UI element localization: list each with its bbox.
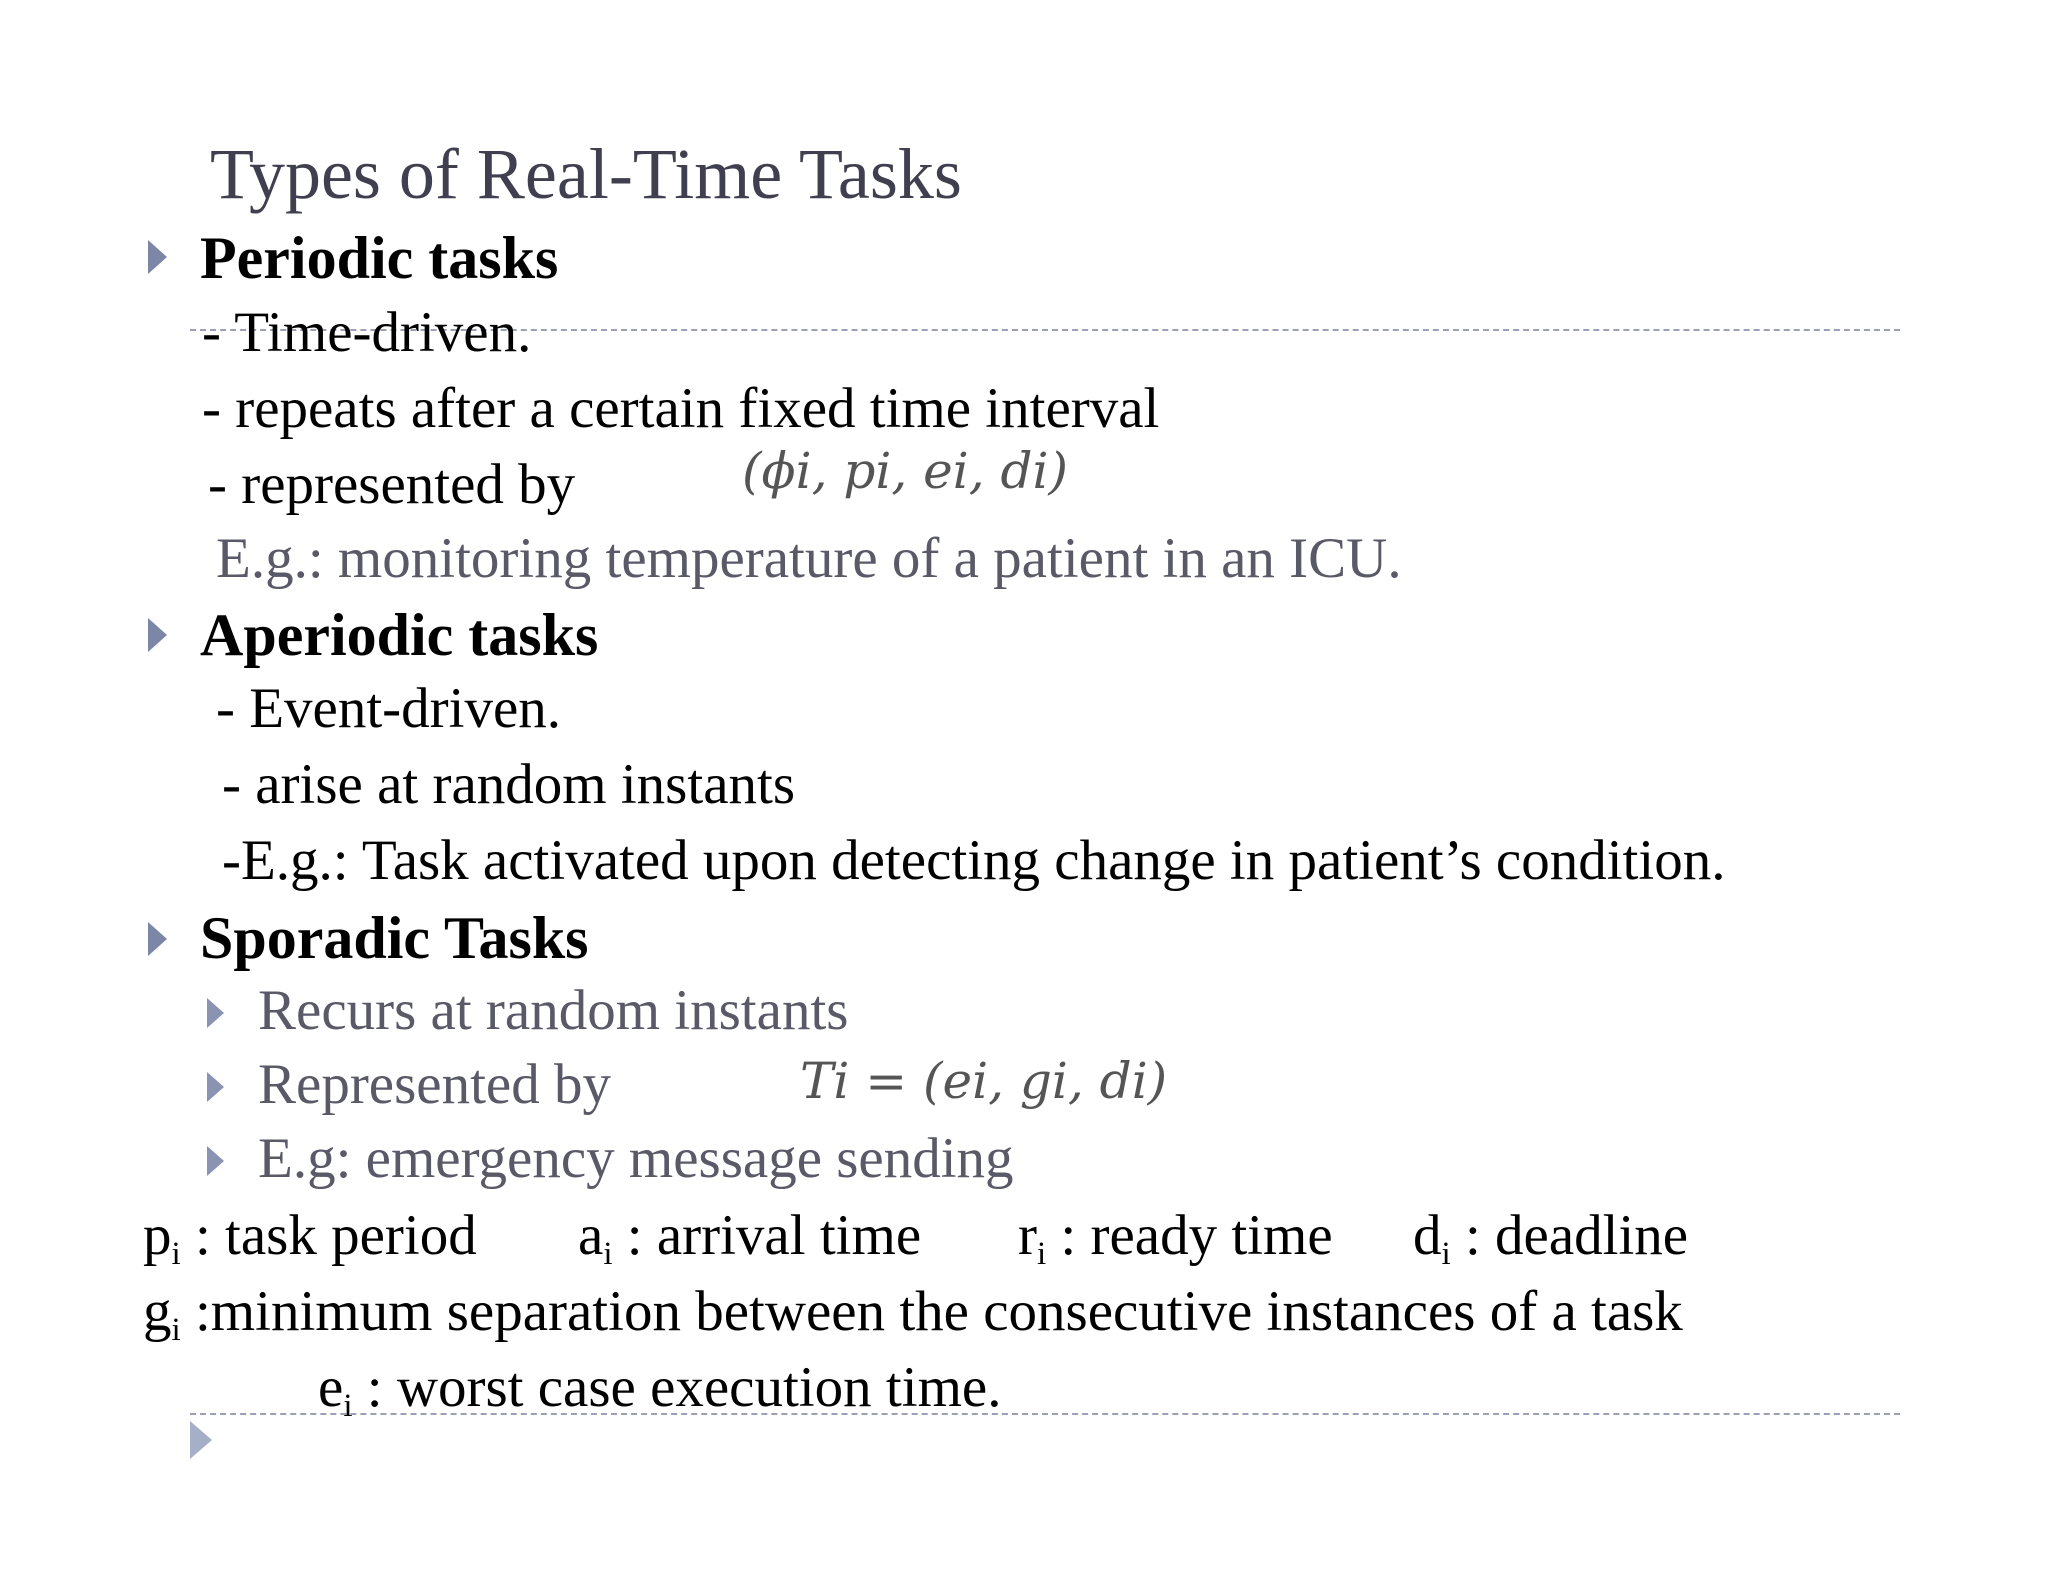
sub-bullet-triangle-icon bbox=[207, 1072, 224, 1102]
legend-execution: $e_i$ : worst case execution time. bbox=[318, 1356, 1002, 1424]
legend-deadline: $d_i$ : deadline bbox=[1413, 1204, 1689, 1272]
slide-title: Types of Real-Time Tasks bbox=[210, 134, 962, 214]
legend-ready: $r_i$ : ready time bbox=[1018, 1204, 1333, 1272]
periodic-example: E.g.: monitoring temperature of a patient in an ICU. bbox=[216, 527, 1402, 590]
sporadic-item-3: E.g: emergency message sending bbox=[258, 1127, 1014, 1190]
aperiodic-line-3: -E.g.: Task activated upon detecting change in patient’s condition. bbox=[222, 829, 1726, 892]
sporadic-item-1: Recurs at random instants bbox=[258, 979, 849, 1042]
sporadic-item-2: Represented by bbox=[258, 1053, 611, 1116]
sporadic-formula: Ti = (ei, gi, di) bbox=[800, 1052, 1168, 1110]
legend-arrival: $a_i$ : arrival time bbox=[578, 1204, 922, 1272]
bullet-triangle-icon bbox=[148, 618, 167, 652]
aperiodic-heading: Aperiodic tasks bbox=[200, 602, 599, 668]
legend-separation: $g_i$ :minimum separation between the consecutive instances of a task bbox=[143, 1280, 1683, 1348]
bullet-triangle-icon bbox=[148, 922, 167, 956]
sub-bullet-triangle-icon bbox=[207, 998, 224, 1028]
aperiodic-line-1: - Event-driven. bbox=[216, 677, 562, 740]
periodic-line-3: - represented by bbox=[208, 453, 576, 516]
sub-bullet-triangle-icon bbox=[207, 1146, 224, 1176]
periodic-formula: (ϕi, pi, ei, di) bbox=[742, 442, 1069, 500]
periodic-heading: Periodic tasks bbox=[200, 225, 559, 291]
footer-triangle-icon bbox=[190, 1421, 212, 1459]
periodic-line-2: - repeats after a certain fixed time interval bbox=[202, 377, 1160, 440]
sporadic-heading: Sporadic Tasks bbox=[200, 905, 589, 971]
legend-period: $p_i$ : task period bbox=[143, 1204, 477, 1272]
aperiodic-line-2: - arise at random instants bbox=[222, 753, 796, 816]
periodic-line-1: - Time-driven. bbox=[202, 301, 532, 364]
bullet-triangle-icon bbox=[148, 240, 167, 274]
